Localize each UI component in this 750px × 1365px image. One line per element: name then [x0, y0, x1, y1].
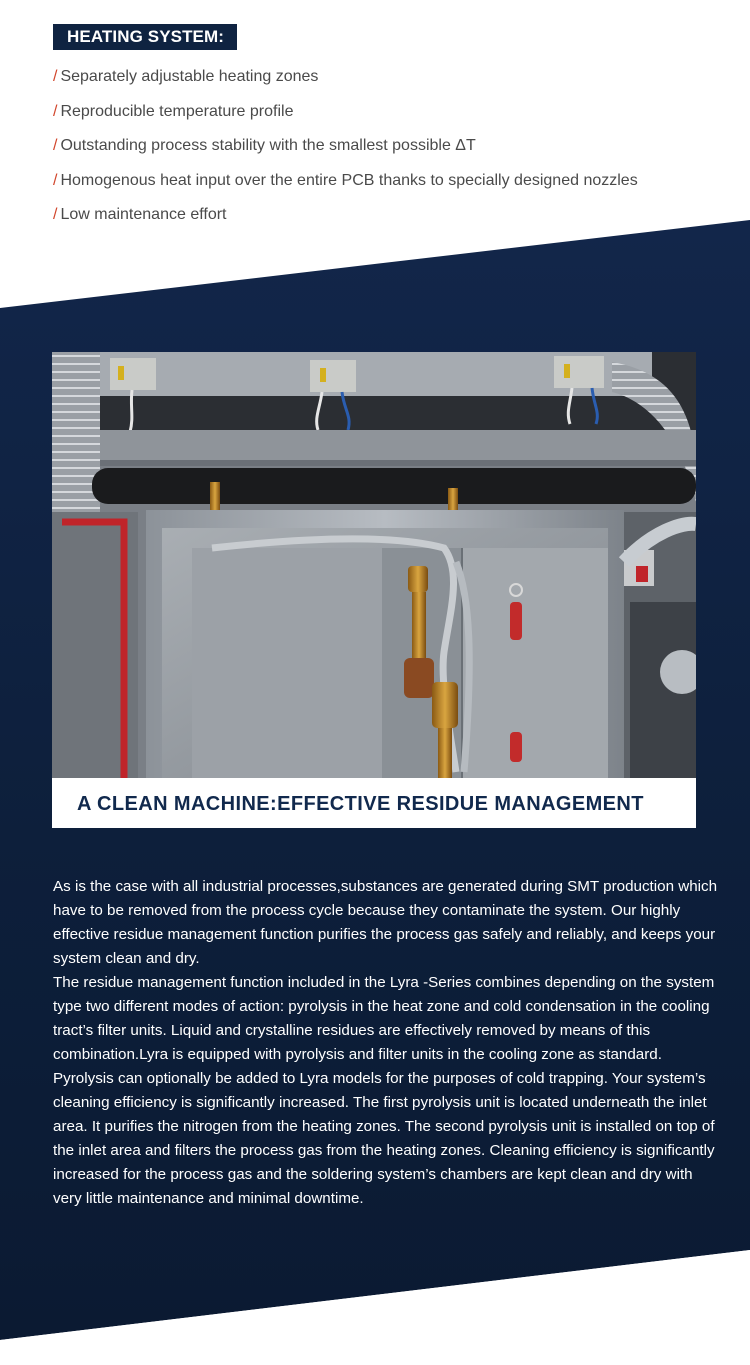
paragraph: The residue management function included in the Lyra -Series combines depending on the system type two different modes of action: pyrolysis in the heat zone and cold condensation in the cooling tract’s filter units. Liquid and crystalline residues are effectively removed by means of this combination.Lyra is equipped with pyrolysis and filter units in the cooling zone as standard. Pyrolysis can optionally be added to Lyra models for the purposes of cold trapping. Your system’s cleaning efficiency is significantly increased. The first pyrolysis unit is located underneath the inlet area. It purifies the nitrogen from the heating zones. The second pyrolysis unit is installed on top of the inlet area and filters the process gas from the heating zones. Cleaning efficiency is significantly increased for the process gas and the soldering system’s chambers are kept clean and dry with very little maintenance and minimal downtime.	[53, 974, 715, 1207]
feature-text: Outstanding process stability with the smallest possible ΔT	[60, 137, 476, 154]
slash-bullet-icon: /	[53, 68, 58, 85]
feature-text: Homogenous heat input over the entire PCB thanks to specially designed nozzles	[60, 171, 638, 189]
section-title: A CLEAN MACHINE:EFFECTIVE RESIDUE MANAGEMENT	[77, 793, 644, 815]
slash-bullet-icon: /	[53, 171, 58, 189]
heating-system-heading: HEATING SYSTEM:	[53, 24, 237, 50]
slash-bullet-icon: /	[53, 206, 58, 223]
feature-text: Reproducible temperature profile	[60, 102, 294, 120]
slash-bullet-icon: /	[53, 102, 58, 120]
slash-bullet-icon: /	[53, 137, 58, 154]
machine-photo	[52, 352, 696, 778]
feature-text: Separately adjustable heating zones	[60, 68, 319, 85]
paragraph: As is the case with all industrial processes,substances are generated during SMT production which have to be removed from the process cycle because they contaminate the system. Our highly effective residue management function purifies the process gas safely and reliably, and keeps your system clean and dry.	[53, 878, 718, 967]
residue-unit-illustration	[52, 352, 696, 778]
residue-description	[53, 875, 723, 1211]
feature-text: Low maintenance effort	[60, 206, 227, 223]
caption-banner	[52, 778, 696, 828]
